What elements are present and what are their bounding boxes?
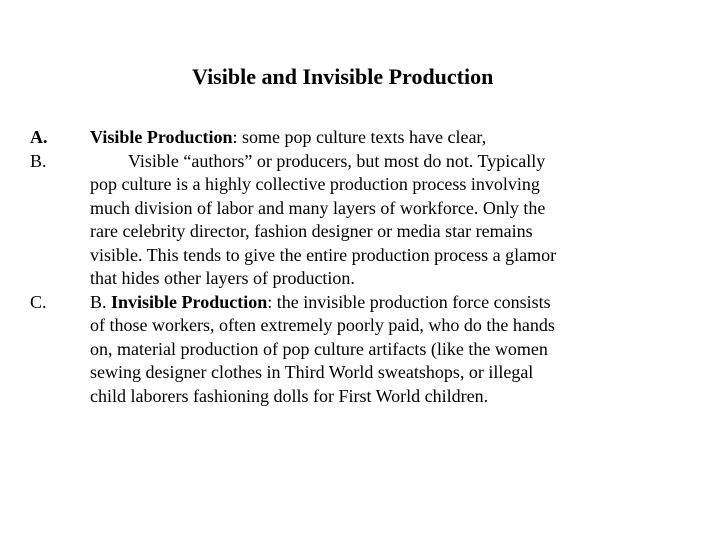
list-item-b-line-2: pop culture is a highly collective production process involving: [90, 174, 540, 194]
invisible-production-prefix: B.: [90, 291, 112, 312]
list-item-b-line-4: rare celebrity director, fashion designer or media star remains: [90, 221, 533, 241]
invisible-production-term: Invisible Production: [111, 291, 268, 312]
slide-title: Visible and Invisible Production: [192, 64, 494, 89]
list-item-c: [30, 291, 670, 409]
list-item-c-line-2: of those workers, often extremely poorly paid, who do the hands: [90, 315, 555, 335]
list-item-b: [30, 150, 670, 291]
list-item-c-line-4: sewing designer clothes in Third World sweatshops, or illegal: [90, 362, 534, 382]
list-marker-c: C.: [30, 291, 47, 312]
list-item-a-line-1: [90, 126, 670, 150]
list-item-b-line-5: visible. This tends to give the entire production process a glamor: [90, 244, 557, 265]
list-item-b-line-6: that hides other layers of production.: [90, 268, 355, 288]
visible-production-term: Visible Production: [90, 127, 233, 147]
list-item-a: [30, 126, 670, 150]
visible-production-intro: : some pop culture texts have clear,: [232, 127, 487, 147]
list-marker-a: A.: [30, 127, 48, 147]
list-marker-b: B.: [30, 150, 47, 171]
list-item-c-line-3: on, material production of pop culture artifacts (like the women: [90, 338, 548, 359]
list-item-c-line-5: child laborers fashioning dolls for First World children.: [90, 385, 489, 406]
invisible-production-intro: : the invisible production force consists: [267, 291, 551, 312]
list-item-b-line-1: Visible “authors” or producers, but most do not. Typically: [128, 150, 546, 171]
slide-body: [30, 126, 670, 408]
list-item-b-line-3: much division of labor and many layers of workforce. Only the: [90, 197, 546, 218]
list-item-c-line-1: [90, 291, 670, 315]
